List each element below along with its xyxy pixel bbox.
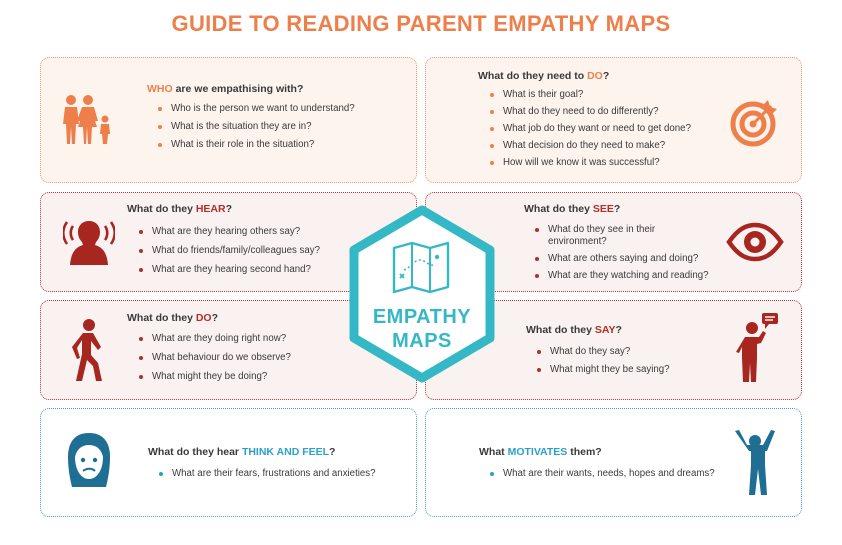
list-item: What are they watching and reading? (531, 270, 716, 282)
card-heading: WHO are we empathising with? (147, 83, 304, 95)
empathy-maps-hexagon (342, 204, 502, 384)
list-item: What is the situation they are in? (154, 121, 355, 133)
card-think-feel (40, 408, 417, 517)
card-need-to-do (425, 57, 802, 183)
center-title-line1: EMPATHY (372, 306, 472, 328)
page-title: GUIDE TO READING PARENT EMPATHY MAPS (171, 11, 671, 36)
center-title-line2: MAPS (392, 330, 452, 352)
card-heading: What do they hear THINK AND FEEL? (148, 446, 336, 458)
question-list (154, 103, 355, 151)
card-heading: What do they DO? (127, 312, 219, 324)
question-list (486, 89, 691, 169)
list-item: What are they doing right now? (135, 333, 291, 345)
eye-icon (726, 222, 784, 262)
card-heading: What do they SEE? (524, 203, 621, 215)
question-list (135, 226, 320, 276)
question-list (486, 468, 715, 480)
question-list (533, 346, 670, 376)
question-list (155, 468, 376, 480)
list-item: Who is the person we want to understand? (154, 103, 355, 115)
list-item: What might they be saying? (533, 364, 670, 376)
list-item: What might they be doing? (135, 371, 291, 383)
list-item: What are their fears, frustrations and anxieties? (155, 468, 376, 480)
family-icon (61, 94, 117, 146)
list-item: What behaviour do we observe? (135, 352, 291, 364)
target-icon (729, 96, 781, 148)
question-list (531, 224, 716, 282)
list-item: How will we know it was successful? (486, 157, 691, 169)
speaking-person-icon (734, 311, 780, 383)
list-item: What is their goal? (486, 89, 691, 101)
list-item: What are others saying and doing? (531, 253, 716, 265)
card-heading: What do they HEAR? (127, 203, 233, 215)
list-item: What do they need to do differently? (486, 106, 691, 118)
list-item: What decision do they need to make? (486, 140, 691, 152)
list-item: What is their role in the situation? (154, 139, 355, 151)
list-item: What are they hearing others say? (135, 226, 320, 238)
list-item: What are they hearing second hand? (135, 264, 320, 276)
card-heading: What do they need to DO? (478, 70, 610, 82)
listening-person-icon (63, 218, 115, 268)
list-item: What do they say? (533, 346, 670, 358)
list-item: What do friends/family/colleagues say? (135, 245, 320, 257)
card-heading: What do they SAY? (526, 324, 622, 336)
list-item: What job do they want or need to get done? (486, 123, 691, 135)
worried-face-icon (63, 431, 115, 491)
list-item: What do they see in their environment? (531, 224, 716, 248)
card-motivates (425, 408, 802, 517)
celebrating-person-icon (732, 429, 778, 501)
card-who (40, 57, 417, 183)
list-item: What are their wants, needs, hopes and dreams? (486, 468, 715, 480)
question-list (135, 333, 291, 383)
card-heading: What MOTIVATES them? (479, 446, 602, 458)
walking-person-icon (67, 319, 107, 383)
